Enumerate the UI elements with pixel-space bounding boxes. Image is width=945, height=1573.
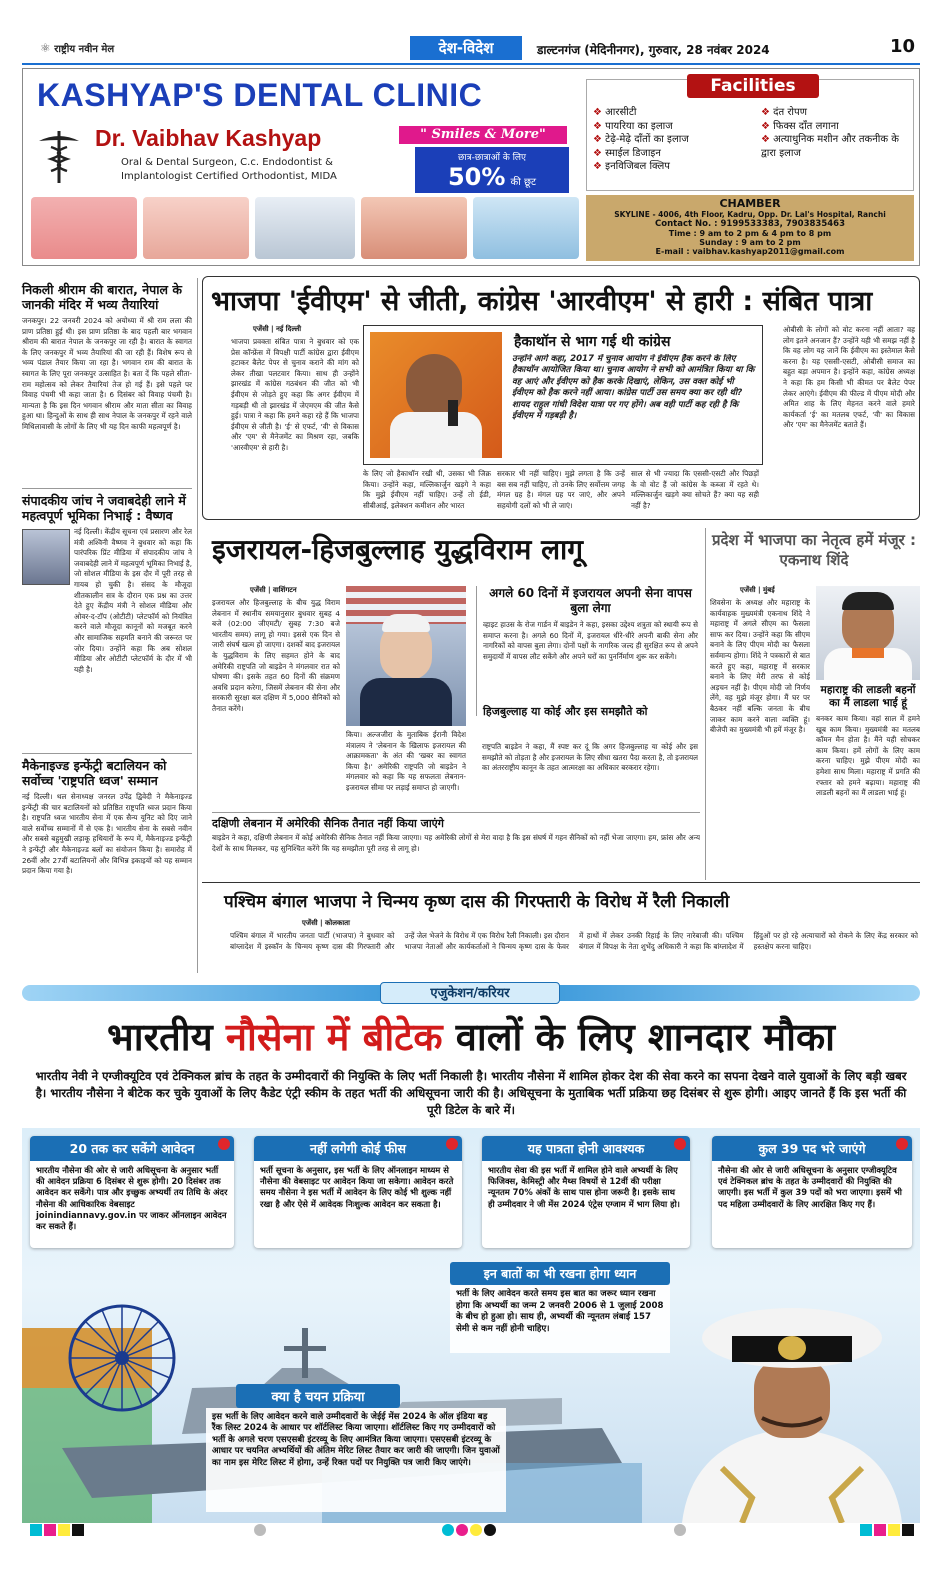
pushpin-icon — [446, 1138, 458, 1150]
caduceus-icon — [29, 125, 89, 185]
story3-dateline: एजेंसी | मुंबई — [740, 586, 775, 594]
chamber-box — [586, 195, 914, 261]
facility-item — [593, 133, 689, 147]
career-info-box — [712, 1136, 912, 1248]
diamond-bullet-icon: ❖ — [593, 134, 606, 145]
career-box-body: भारतीय सेवा की इस भर्ती में शामिल होने वाले अभ्यर्थी के लिए फिजिक्स, केमिस्ट्री और मैथ्स विषयों से 12वीं की परीक्षा न्यूनतम 70% अंकों के साथ पास होना जरूरी है। इसके साथ ही उम्मीदवार ने जी मेंस 2024 एंट्रेस एग्जाम में भाग लिया हो। — [488, 1165, 680, 1209]
left-headline-3: मैकेनाइज्ड इन्फेंट्री बटालियन को सर्वोच्च 'राष्ट्रपति ध्वज' सम्मान — [22, 758, 167, 788]
teeth-photos — [31, 197, 579, 259]
pushpin-icon — [896, 1138, 908, 1150]
career-box-title: 20 तक कर सकेंगे आवेदन — [30, 1136, 234, 1161]
story4-body: पश्चिम बंगाल में भारतीय जनता पार्टी (भाजपा) ने बुधवार को बांग्लादेश में इस्कॉन के चिन्मय कृष्ण दास की गिरफ्तारी और उन्हें जेल भेजने के विरोध में एक विरोध रैली निकाली। इस दौरान भाजपा नेताओं और कार्यकर्ताओं ने चिन्मय कृष्ण दास के फेवर में हाथों में लेकर उनकी रिहाई के लिए नारेबाजी की। पश्चिम बंगाल में विपक्ष के नेता शुभेंदु अधिकारी ने कहा कि बांग्लादेश में हिंदुओं पर हो रहे अत्याचारों को रोकने के लिए केंद्र सरकार को हस्तक्षेप करना चाहिए। — [230, 931, 918, 951]
pushpin-icon — [218, 1138, 230, 1150]
page-number: 10 — [890, 36, 916, 57]
story2-col2: किया। अल्जजीरा के मुताबिक ईरानी विदेश मंत्रालय ने 'लेबनान के खिलाफ इजरायल की आक्रामकता' के अंत की 'खबर का स्वागत किया है।' अमेरिकी राष्ट्रपति जो बाइडेन ने मंगलवार को कहा कि यह सफलता लेबनान-इजरायल सीमा पर लड़ाई समाप्त हो जाएगी। — [346, 730, 466, 792]
dental-ad — [22, 68, 920, 266]
child-dental-photo — [473, 197, 579, 259]
facilities-left — [593, 106, 689, 174]
hezbollah-body: राष्ट्रपति बाइडेन ने कहा, मैं स्पष्ट कर दूं कि अगर हिजबुल्लाह या कोई और इस समझौते को तोड़ता है और इजरायल के लिए सीधा खतरा पैदा करता है, तो इजरायल का अंतरराष्ट्रीय कानून के तहत आत्मरक्षा का अधिकार बरकरार रहेगा। — [482, 742, 698, 773]
story2-headline: इजरायल-हिजबुल्लाह युद्धविराम लागू — [212, 533, 584, 566]
left-column — [22, 282, 192, 982]
clinic-name: KASHYAP'S DENTAL CLINIC — [37, 77, 483, 113]
career-headline-a: भारतीय — [107, 1015, 226, 1059]
south-lebanon-body: बाइडेन ने कहा, दक्षिणी लेबनान में कोई अमेरिकी सैनिक तैनात नहीं किया जाएगा। यह अमेरिकी लोगों से मेरा वादा है कि इस संघर्ष में गहन सैनिकों को नहीं भेजा जाएगा। हम, फ्रांस और अन्य देशों के साथ मिलकर, यह सुनिश्चित करेंगे कि यह समझौता पूरी तरह से लागू हो। — [212, 833, 700, 853]
selection-box — [206, 1384, 506, 1516]
attention-body: भर्ती के लिए आवेदन करते समय इस बात का जरूर ध्यान रखना होगा कि अभ्यर्थी का जन्म 2 जनवरी 2006 से 1 जुलाई 2008 के बीच हो हुआ हो। साथ ही, अभ्यर्थी की न्यूनतम लंबाई 157 सेमी से कम नहीं होनी चाहिए। — [450, 1285, 670, 1353]
facilities-box — [586, 76, 914, 191]
pushpin-icon — [674, 1138, 686, 1150]
career-info-box — [254, 1136, 462, 1248]
facility-item — [593, 147, 689, 161]
story1-col3: सरकार भी नहीं चाहिए। मुझे लगता है कि उन्हें बस सब नहीं चाहिए, तो उनके लिए सर्वोत्तम जगह मंगल ग्रह है। मंगल ग्रह पर जाएं, और अपने सहयोगी दलों को भी ले जाएं। — [497, 469, 625, 510]
doctor-name: Dr. Vaibhav Kashyap — [95, 125, 322, 151]
hackathon-callout — [363, 325, 763, 465]
diamond-bullet-icon: ❖ — [593, 120, 606, 132]
tagline: " Smiles & More" — [399, 126, 567, 144]
hezbollah-subhead: हिजबुल्लाह या कोई और इस समझौते को — [483, 705, 648, 718]
career-box-title: नहीं लगेगी कोई फीस — [254, 1136, 462, 1161]
story3-right-body: बनकर काम किया। वहां साल में हमने खूब काम किया। मुख्यमंत्री का मतलब कॉमन मैन होता है। मैंने यही सोचकर काम किया। हमें लोगों के लिए काम करना चाहिए। मुझे पीएम मोदी का हमेशा साथ मिला। महाराष्ट्र में प्रगति की रफ्तार को हमने बढ़ाया। महाराष्ट्र की लाडली बहनों का मैं लाडला भाई हूं। — [816, 714, 920, 798]
patra-photo — [370, 332, 502, 458]
facilities-right — [761, 106, 911, 160]
diamond-bullet-icon: ❖ — [761, 120, 774, 132]
career-headline-b: नौसेना में बीटेक — [225, 1015, 443, 1059]
biden-photo — [346, 586, 466, 726]
attention-box — [450, 1262, 670, 1354]
chamber-title: CHAMBER — [719, 197, 781, 210]
story1-col4: साल से भी ज्यादा कि एससी-एसटी और पिछड़ों के वो वोट हैं जो कांग्रेस के कब्जा में रहते थे। मल्लिकार्जुन खड़गे क्या सोचते हैं? क्या यह सही नहीं है? — [631, 469, 759, 510]
attention-title: इन बातों का भी रखना होगा ध्यान — [450, 1262, 670, 1285]
chamber-contact: Contact No. : 9199533383, 7903835463 — [655, 219, 845, 229]
career-section-tag: एजुकेशन/करियर — [380, 982, 560, 1004]
story1-dateline: एजेंसी | नई दिल्ली — [253, 325, 302, 333]
naval-officer-graphic — [662, 1268, 920, 1523]
section-badge: देश-विदेश — [410, 36, 522, 60]
withdraw-body: व्हाइट हाउस के रोज गार्डन में बाइडेन ने कहा, इसका उद्देश्य शत्रुता को स्थायी रूप से समाप्त करना है। अगले 60 दिनों में, इजरायल धीरे-धीरे अपनी बाकी सेना और नागरिकों को वापस बुला लेगा। दोनों पक्षों के नागरिक जल्द ही सुरक्षित रूप से अपने समुदायों में वापस लौट सकेंगे और अपने घरों का पुनर्निर्माण शुरू कर सकेंगे। — [483, 620, 698, 661]
facility-item — [761, 120, 911, 134]
callout-body: उन्होंने आगे कहा, 2017 में चुनाव आयोग ने ईवीएम हैक करने के लिए हैकाथॉन आयोजित किया था। चुनाव आयोग ने सभी को आमंत्रित किया था कि वह आएं और ईवीएम को हैक करके दिखाएं, लेकिन, उस वक्त कोई भी ईवीएम को हैक करने नहीं आया। कांग्रेस पार्टी उस समय क्या कर रही थी? शायद राहुल गांधी विदेश यात्रा पर गए होंगे। अब वही पार्टी कह रही है कि ईवीएम में गड़बड़ी है। — [512, 354, 755, 422]
left-body-1: जनकपुर। 22 जनवरी 2024 को अयोध्या में श्री राम लला की प्राण प्रतिष्ठा हुई थी। इस प्राण प्रतिष्ठा के बाद पहली बार भगवान श्रीराम की बारात नेपाल के जनकपुर जा रही है। बारात के स्वागत के लिए जनकपुर में भव्य तैयारियां की जा रही हैं। विशेष रूप से भव्य पंडाल तैयार किया जा रहा है। भगवान राम की बारात के स्वागत के लिए पूरा जनकपुर उत्साहित है। बता दें कि पहले सीता-राम महोत्सव को लेकर तैयारियां तेज हो गई हैं। इसे पहले पर विवाह पंचमी भी कहा जाता है। 6 दिसंबर को विवाह पंचमी है। मान्यता है कि इस दिन भगवान श्रीराम और माता सीता का विवाह हुआ था। हिन्दुओं के साथ ही साथ नेपाल के जनकपुर में रहने वाले मिथिलावासी के लोगों के लिए भी यह दिन काफी महत्वपूर्ण है। — [22, 316, 192, 431]
career-boxes — [22, 1128, 920, 1248]
facility-label: इनविजिबल क्लिप — [605, 161, 670, 172]
offer-top: छात्र-छात्राओं के लिए — [457, 153, 527, 163]
facility-item — [593, 120, 689, 134]
withdraw-title: अगले 60 दिनों में इजरायल अपनी सेना वापस बुला लेगा — [489, 586, 692, 615]
career-headline — [22, 1010, 920, 1062]
diamond-bullet-icon: ❖ — [761, 107, 774, 118]
south-lebanon-title: दक्षिणी लेबनान में अमेरिकी सैनिक तैनात नहीं किया जाएंगे — [212, 817, 444, 830]
story1-right-col: ओबीसी के लोगों को वोट करना नहीं आता? वह लोग इतने अनजान हैं? उन्होंने यही भी समझ नहीं है कि वह लोग यह जानें कि ईवीएम का इस्तेमाल कैसे करना है। यह एससी-एसटी, ओबीसी समाज का बहुत बड़ा अपमान है। इन्होंने कहा, कांग्रेस अध्यक्ष ने कहा कि हम किसी भी कीमत पर बैलेट पेपर लेकर आएंगे। ईवीएम की फील्ड में पीएम मोदी और अमित शाह के लिए मेहनत करने वाले हमारे कार्यकर्ता 'ई' का मतलब एफर्ट, 'वी' का विकास और 'एम' का मैनेजमेंट बताते हैं। — [783, 325, 915, 430]
career-box-body: नौसेना की ओर से जारी अधिसूचना के अनुसार एग्जीक्यूटिव एवं टेक्निकल ब्रांच के तहत के उम्मीदवारों की नियुक्ति की जाएगी। इस भर्ती में कुल 39 पदों को भरा जाएगा। इसमें भी पद महिला उम्मीदवारों के लिए आरक्षित किए गए हैं। — [718, 1165, 902, 1209]
facility-label: आरसीटी — [605, 107, 637, 118]
facility-label: दंत रोपण — [773, 107, 807, 118]
withdraw-box — [476, 586, 698, 716]
facility-label: पायरिया का इलाज — [605, 120, 673, 132]
story4-dateline: एजेंसी | कोलकाता — [302, 919, 350, 927]
offer-suffix: की छूट — [510, 177, 537, 188]
facility-label: अत्याधुनिक मशीन और तकनीक के द्वारा इलाज — [761, 134, 899, 159]
story1-col1: भाजपा प्रवक्ता संबित पात्रा ने बुधवार को एक प्रेस कॉन्फ्रेंस में विपक्षी पार्टी कांग्रेस द्वारा ईवीएम हटाकर बैलेट पेपर से चुनाव कराने की मांग को लेकर तीखा पलटवार किया। साथ ही उन्होंने झारखंड में कांग्रेस गठबंधन की जीत को भी ईवीएम से जोड़ते हुए कहा कि अगर ईवीएम में गड़बड़ी थी तो झारखंड में जेएमएम की जीत कैसे हुई। पात्रा ने कहा कि हमने कहा रहे हैं कि भाजपा ईवीएम से जीती है। 'ई' से एफर्ट, 'वी' से विकास और 'एम' से मैनेजमेंट का मिश्रण रहा, जबकि 'आरवीएम' से हारी है। — [231, 337, 359, 452]
facility-item — [761, 106, 911, 120]
offer-pct: 50% — [447, 163, 506, 191]
story2-col1: इजरायल और हिजबुल्लाह के बीच युद्ध विराम लेबनान में स्थानीय समयानुसार बुधवार सुबह 4 बजे (02:00 जीएमटी/ सुबह 7:30 बजे भारतीय समय) लागू हो गया। इससे एक दिन से जारी संघर्ष खत्म हो जाएगा। दशकों बाद इजरायल के युद्धविराम के लिए सहमत होने के बाद अमेरिकी राष्ट्रपति जो बाइडेन ने मंगलवार रात को घोषणा की। इसके तहत 60 दिनों की संक्रमण अवधि प्रदान करेगा, जिसमें लेबनान की सेना और सरकारी सुरक्षा बल दक्षिण में 5,000 सैनिकों को तैनात करेंगे। — [212, 598, 340, 713]
left-body-3: नई दिल्ली। थल सेनाध्यक्ष जनरल उपेंद्र द्विवेदी ने मैकेनाइज्ड इन्फेंट्री की चार बटालियनों को प्रतिष्ठित राष्ट्रपति ध्वज प्रदान किया है। राष्ट्रपति ध्वज भारतीय सेना में एक सैन्य यूनिट को दिए जाने वाले सर्वोच्च सम्मानों में से एक है। भारतीय सेना के सबसे नवीन और सबसे बहुमुखी लड़ाकू हथियारों के रूप में, मैकेनाइज्ड इन्फेंट्री ने इन्फेंट्री और मैकेनाइज्ड बलों का संयोजन किया है। समारोह में 26वीं और 27वीं बटालियनों और विभिन्न इकाइयों को यह सम्मान प्रदान किया गया है। — [22, 792, 192, 876]
quals-2: Implantologist Certified Orthodontist, MIDA — [121, 171, 337, 182]
story3-body: शिवसेना के अध्यक्ष और महाराष्ट्र के कार्यवाहक मुख्यमंत्री एकनाथ शिंदे ने महाराष्ट्र में अगले सीएम का फैसला साफ कर दिया। उन्होंने कहा कि सीएम बनाने के लिए पीएम मोदी का फैसला सर्वमान्य होगा। शिंदे ने पत्रकारों से बात करते हुए कहा, महाराष्ट्र में सरकार बनाने के लिए मेरी तरफ से कोई अड़चन नहीं है। पीएम मोदी जो निर्णय लेंगे, वह मुझे मंजूर होगा। मैं घर पर बैठकर नहीं बल्कि जनता के बीच जाकर काम करने वाला व्यक्ति हूं। बीजेपी का मुख्यमंत्री भी हमें मंजूर है। — [710, 598, 810, 735]
facility-item — [593, 160, 689, 174]
career-info-box — [30, 1136, 234, 1248]
facilities-title: Facilities — [687, 74, 819, 98]
left-body-2: नई दिल्ली। केंद्रीय सूचना एवं प्रसारण और रेल मंत्री अश्विनी वैष्णव ने बुधवार को कहा कि पारंपरिक प्रिंट मीडिया में संपादकीय जांच ने जवाबदेही लाने में महत्वपूर्ण भूमिका निभाई है, जो सोशल मीडिया के इस दौर में पूरी तरह से गायब हो चुकी है। संसद के मौजूदा शीतकालीन सत्र के दौरान एक प्रश्न का उत्तर देते हुए केंद्रीय मंत्री ने सोशल मीडिया और ओवर-द-टॉप (ओटीटी) प्लेटफॉर्म को नियंत्रित करने वाले मौजूदा कानूनों को मजबूत करने और सामाजिक सहमति बनाने की जरूरत पर जोर दिया। उन्होंने कहा कि अब सोशल मीडिया और ओटीटी प्लेटफॉर्म के दौर में भी यही है। — [74, 527, 192, 674]
facility-label: स्माईल डिजाइन — [605, 147, 661, 159]
career-box-title: यह पात्रता होनी आवश्यक — [482, 1136, 690, 1161]
south-lebanon-box — [212, 812, 700, 878]
quals-1: Oral & Dental Surgeon, C.c. Endodontist & — [121, 157, 333, 168]
facility-label: फिक्स दाँत लगाना — [773, 120, 839, 132]
left-headline-2: संपादकीय जांच ने जवाबदेही लाने में महत्वपूर्ण भूमिका निभाई : वैष्णव — [22, 493, 186, 523]
chamber-email: E-mail : vaibhav.kashyap2011@gmail.com — [655, 247, 845, 256]
career-intro: भारतीय नेवी ने एग्जीक्यूटिव एवं टेक्निकल ब्रांच के तहत के उम्मीदवारों की नियुक्ति के लिए भर्ती निकाली है। भारतीय नौसेना में शामिल होकर देश की सेवा करने का सपना देखने वाले युवाओं के लिए बड़ी खबर है। भारतीय नौसेना ने बीटेक कर चुके युवाओं के लिए कैडेट एंट्री स्कीम के तहत भर्ती की अधिसूचना जारी की है। अधिसूचना के मुताबिक भर्ती प्रक्रिया छह दिसंबर से शुरू होगी। आइए जानते हैं कि इस भर्ती की पूरी डिटेल के बारे में। — [35, 1069, 907, 1117]
offer-line — [415, 163, 569, 191]
diamond-bullet-icon: ❖ — [593, 107, 606, 118]
chamber-time: Time : 9 am to 2 pm & 4 pm to 8 pm — [668, 229, 832, 238]
smile-photo — [361, 197, 467, 259]
career-info-box — [482, 1136, 690, 1248]
career-box-title: कुल 39 पद भरे जाएंगे — [712, 1136, 912, 1161]
dentures-photo — [31, 197, 137, 259]
facility-item — [761, 133, 911, 160]
career-box-body: भारतीय नौसेना की ओर से जारी अधिसूचना के अनुसार भर्ती की आवेदन प्रक्रिया 6 दिसंबर से शुरू होगी। 20 दिसंबर तक आवेदन कर सकेंगे। पात्र और इच्छुक अभ्यर्थी तय तिथि के अंदर नौसेना की आधिकारिक वेबसाइट joinindiannavy.gov.in पर जाकर ऑनलाइन आवेदन कर सकते हैं। — [36, 1165, 228, 1232]
story4-headline: पश्चिम बंगाल भाजपा ने चिन्मय कृष्ण दास की गिरफ्तारी के विरोध में रैली निकाली — [224, 892, 730, 912]
vaishnav-photo — [22, 529, 70, 585]
story4-box — [202, 882, 920, 978]
diamond-bullet-icon: ❖ — [761, 134, 774, 145]
tooth-model-photo — [255, 197, 355, 259]
logo-emblem-icon: ⚛ — [40, 41, 51, 55]
implant-photo — [143, 197, 249, 259]
offer-box — [415, 147, 569, 193]
career-box-body: भर्ती सूचना के अनुसार, इस भर्ती के लिए ऑनलाइन माध्यम से नौसेना की वेबसाइट पर आवेदन किया जा सकेगा। आवेदन करते समय नौसेना ने इस भर्ती में आवेदन के लिए कोई भी शुल्क नहीं रखा है और ऐसे में आवेदक निःशुल्क आवेदन कर सकता है। — [260, 1165, 454, 1209]
registration-strip — [22, 1524, 920, 1538]
chamber-address: SKYLINE - 4006, 4th Floor, Kadru, Opp. Dr. Lal's Hospital, Ranchi — [614, 210, 886, 219]
story1-col2: के लिए जो हैकाथॉन रखी थी, उसका भी जिक्र किया। उन्होंने कहा, मल्लिकार्जुन खड़गे ने कहा कि मुझे ईवीएम नहीं चाहिए। उन्हें तो ईडी, सीबीआई, इलेक्शन कमीशन और भारत — [363, 469, 491, 510]
diamond-bullet-icon: ❖ — [593, 161, 606, 172]
story1-headline: भाजपा 'ईवीएम' से जीती, कांग्रेस 'आरवीएम' से हारी : संबित पात्रा — [211, 286, 873, 317]
selection-body: इस भर्ती के लिए आवेदन करने वाले उम्मीदवारों के जेईई मेंस 2024 के ऑल इंडिया बड़ रैंक लिस्ट 2024 के आधार पर शॉर्टलिस्ट किया जाएगा। शॉर्टलिस्ट किए गए उम्मीदवारों को भर्ती के अगले चरण एसएसबी इंटरव्यू के लिए आमंत्रित किया जाएगा। एसएसबी इंटरव्यू के आधार पर चयनित अभ्यर्थियों की अंतिम मेरिट लिस्ट तैयार कर जारी की जाएगी। जिन युवाओं का नाम इस मेरिट लिस्ट में होगा, उन्हें रिक्त पदों पर नियुक्ति पत्र जारी किए जाएंगे। — [206, 1408, 506, 1512]
shinde-caption: महाराष्ट्र की लाडली बहनों का मैं लाडला भाई हूं — [820, 684, 916, 709]
selection-title: क्या है चयन प्रक्रिया — [236, 1384, 400, 1408]
masthead — [22, 36, 922, 62]
story3-headline: प्रदेश में भाजपा का नेतृत्व हमें मंजूर : एकनाथ शिंदे — [712, 531, 916, 569]
paper-logo: ⚛ राष्ट्रीय नवीन मेल — [40, 41, 115, 55]
facility-label: टेढ़े-मेढ़े दाँतों का इलाज — [605, 134, 689, 145]
facility-item — [593, 106, 689, 120]
dateline: डाल्टनगंज (मेदिनीनगर), गुरुवार, 28 नवंबर 2024 — [537, 43, 770, 57]
left-headline-1: निकली श्रीराम की बारात, नेपाल के जानकी मंदिर में भव्य तैयारियां — [22, 282, 182, 312]
story2-dateline: एजेंसी | वाशिंगटन — [250, 586, 297, 594]
diamond-bullet-icon: ❖ — [593, 147, 606, 159]
story-patra — [202, 276, 920, 520]
callout-title: हैकाथॉन से भाग गई थी कांग्रेस — [514, 334, 671, 350]
career-headline-c: वालों के लिए शानदार मौका — [442, 1015, 835, 1059]
shinde-photo — [816, 586, 920, 680]
chamber-sunday: Sunday : 9 am to 2 pm — [699, 238, 801, 247]
